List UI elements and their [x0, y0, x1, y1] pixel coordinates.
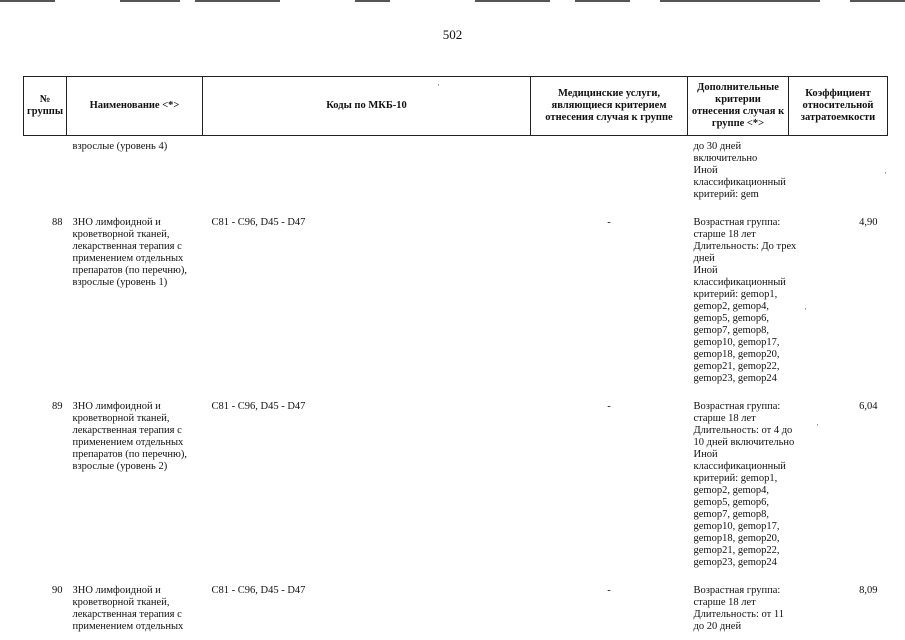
criteria-line: gemop10, gemop17,: [693, 337, 780, 348]
coefficient-cell: 4,90: [859, 217, 878, 228]
criteria-line: gemop18, gemop20,: [693, 533, 780, 544]
criteria-line: gemop2, gemop4,: [693, 485, 770, 496]
icd-codes-cell: C81 - C96, D45 - D47: [211, 217, 306, 228]
group-name-cell: взрослые (уровень 4): [72, 141, 168, 152]
criteria-line: критерий: gemop1,: [693, 473, 778, 484]
header-group-number: № группы: [24, 77, 67, 136]
extra-criteria-cell: [688, 569, 789, 633]
criteria-line: gemop5, gemop6,: [693, 497, 770, 508]
criteria-line: Возрастная группа:: [693, 585, 781, 596]
group-name-cell: ЗНО лимфоидной и кроветворной тканей, лекарственная терапия с применением отдельных препаратов (по перечню), взрослые (уровень 2): [72, 401, 188, 472]
medical-services-cell: -: [607, 217, 611, 228]
criteria-line: gemop7, gemop8,: [693, 509, 770, 520]
criteria-line: Длительность: от 4 до: [693, 425, 793, 436]
criteria-line: старше 18 лет: [693, 597, 756, 608]
criteria-line: 10 дней включительно: [693, 437, 795, 448]
criteria-line: включительно: [693, 153, 758, 164]
criteria-line: до 20 дней: [693, 621, 742, 632]
criteria-line: gemop21, gemop22,: [693, 361, 780, 372]
group-name-cell: ЗНО лимфоидной и кроветворной тканей, лекарственная терапия с применением отдельных препаратов (по перечню), взрослые (уровень 1): [72, 217, 188, 288]
criteria-line: Иной: [693, 165, 718, 176]
group-number-cell: 89: [52, 401, 63, 412]
scan-speck: ·: [437, 80, 440, 90]
table-row: [24, 201, 888, 385]
criteria-line: Иной: [693, 265, 718, 276]
criteria-line: до 30 дней: [693, 141, 742, 152]
criteria-line: классификационный: [693, 277, 786, 288]
group-name-cell: ЗНО лимфоидной и кроветворной тканей, лекарственная терапия с применением отдельных: [72, 585, 184, 632]
header-medical-services: Медицинские услуги, являющиеся критерием отнесения случая к группе: [531, 77, 688, 136]
group-number-cell: 90: [52, 585, 63, 596]
icd-codes-cell: C81 - C96, D45 - D47: [211, 401, 306, 412]
criteria-line: Возрастная группа:: [693, 401, 781, 412]
criteria-line: gemop5, gemop6,: [693, 313, 770, 324]
criteria-line: старше 18 лет: [693, 413, 756, 424]
extra-criteria-cell: [688, 385, 795, 569]
header-coefficient: Коэффициент относительной затратоемкости: [789, 77, 888, 136]
scan-speck: ·: [816, 420, 819, 430]
extra-criteria-cell: [688, 136, 789, 202]
groups-table: [23, 76, 888, 633]
group-number-cell: [24, 136, 67, 202]
coefficient-cell: 6,04: [859, 401, 878, 412]
criteria-line: критерий: gemop1,: [693, 289, 778, 300]
criteria-line: Возрастная группа:: [693, 217, 781, 228]
criteria-line: Длительность: от 11: [693, 609, 784, 620]
criteria-line: Иной: [693, 449, 718, 460]
medical-services-cell: -: [607, 401, 611, 412]
criteria-line: классификационный: [693, 177, 786, 188]
criteria-line: старше 18 лет: [693, 229, 756, 240]
criteria-line: Длительность: До трех: [693, 241, 797, 252]
coefficient-cell: 8,09: [859, 585, 878, 596]
medical-services-cell: -: [607, 585, 611, 596]
header-icd-codes: Коды по МКБ-10: [203, 77, 531, 136]
criteria-line: gemop23, gemop24: [693, 557, 777, 568]
table-row: [24, 569, 888, 633]
criteria-line: gemop7, gemop8,: [693, 325, 770, 336]
criteria-line: дней: [693, 253, 715, 264]
scan-speck: ·: [804, 304, 807, 314]
icd-codes-cell: C81 - C96, D45 - D47: [211, 585, 306, 596]
criteria-line: gemop21, gemop22,: [693, 545, 780, 556]
criteria-line: критерий: gem: [693, 189, 759, 200]
page-number: 502: [442, 27, 463, 42]
criteria-line: gemop10, gemop17,: [693, 521, 780, 532]
header-name: Наименование <*>: [67, 77, 203, 136]
criteria-line: gemop18, gemop20,: [693, 349, 780, 360]
criteria-line: классификационный: [693, 461, 786, 472]
table-header-row: [24, 77, 888, 136]
medical-services-cell: [531, 136, 688, 202]
criteria-line: gemop23, gemop24: [693, 373, 777, 384]
group-number-cell: 88: [52, 217, 63, 228]
table-row: [24, 136, 888, 202]
extra-criteria-cell: [688, 201, 797, 385]
criteria-line: gemop2, gemop4,: [693, 301, 770, 312]
icd-codes-cell: [203, 136, 531, 202]
scan-top-edge: [0, 0, 905, 3]
coefficient-cell: [789, 136, 888, 202]
table-row: [24, 385, 888, 569]
header-extra-criteria: Дополнительные критерии отнесения случая к группе <*>: [688, 77, 789, 136]
scan-speck: ·: [884, 168, 887, 178]
